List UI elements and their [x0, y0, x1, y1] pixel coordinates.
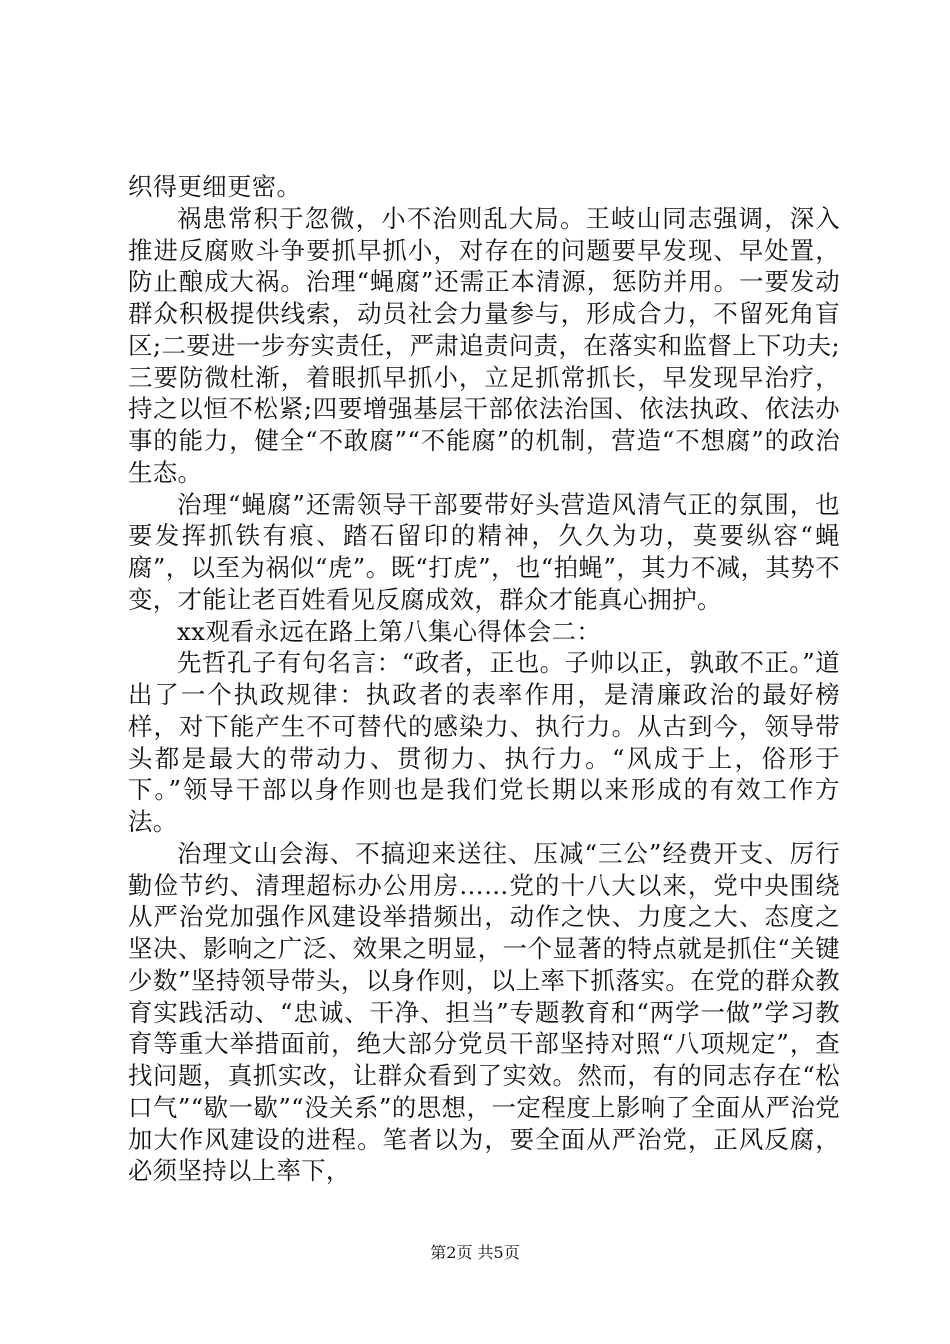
section-heading: xx观看永远在路上第八集心得体会二：: [177, 616, 602, 646]
paragraph: 先哲孔子有句名言：“政者，正也。子帅以正，孰敢不正。”道出了一个执政规律：执政者的表率作用，是清廉政治的最好榜样，对下能产生不可替代的感染力、执行力。从古到今，领导带头都是最大的带动力、贯彻力、执行力。“风成于上，俗形于下。”领导干部以身作则也是我们党长期以来形成的有效工作方法。: [128, 648, 840, 836]
paragraph: 祸患常积于忽微，小不治则乱大局。王岐山同志强调，深入推进反腐败斗争要抓早抓小，对存在的问题要早发现、早处置，防止酿成大祸。治理“蝇腐”还需正本清源，惩防并用。一要发动群众积极提供线索，动员社会力量参与，形成合力，不留死角盲区;二要进一步夯实责任，严肃追责问责，在落实和监督上下功夫;三要防微杜渐，着眼抓早抓小，立足抓常抓长，早发现早治疗，持之以恒不松紧;四要增强基层干部依法治国、依法执政、依法办事的能力，健全“不敢腐”“不能腐”的机制，营造“不想腐”的政治生态。: [128, 203, 840, 487]
page-footer: 第2页 共5页: [430, 1243, 520, 1262]
paragraph: 治理文山会海、不搞迎来送往、压减“三公”经费开支、厉行勤俭节约、清理超标办公用房……党的十八大以来，党中央围绕从严治党加强作风建设举措频出，动作之快、力度之大、态度之坚决、影响之广泛、效果之明显，一个显著的特点就是抓住“关键少数”坚持领导带头，以身作则，以上率下抓落实。在党的群众教育实践活动、“忠诚、干净、担当”专题教育和“两学一做”学习教育等重大举措面前，绝大部分党员干部坚持对照“八项规定”，查找问题，真抓实改，让群众看到了实效。然而，有的同志存在“松口气”“歇一歇”“没关系”的思想，一定程度上影响了全面从严治党加大作风建设的进程。笔者以为，要全面从严治党，正风反腐，必须坚持以上率下，: [128, 838, 840, 1186]
document-body: [128, 171, 840, 1187]
paragraph-continuation: 织得更细更密。: [128, 172, 302, 201]
paragraph: 治理“蝇腐”还需领导干部要带好头营造风清气正的氛围，也要发挥抓铁有痕、踏石留印的精神，久久为功，莫要纵容“蝇腐”，以至为祸似“虎”。既“打虎”，也“拍蝇”，其力不减，其势不变，才能让老百姓看见反腐成效，群众才能真心拥护。: [128, 489, 840, 614]
